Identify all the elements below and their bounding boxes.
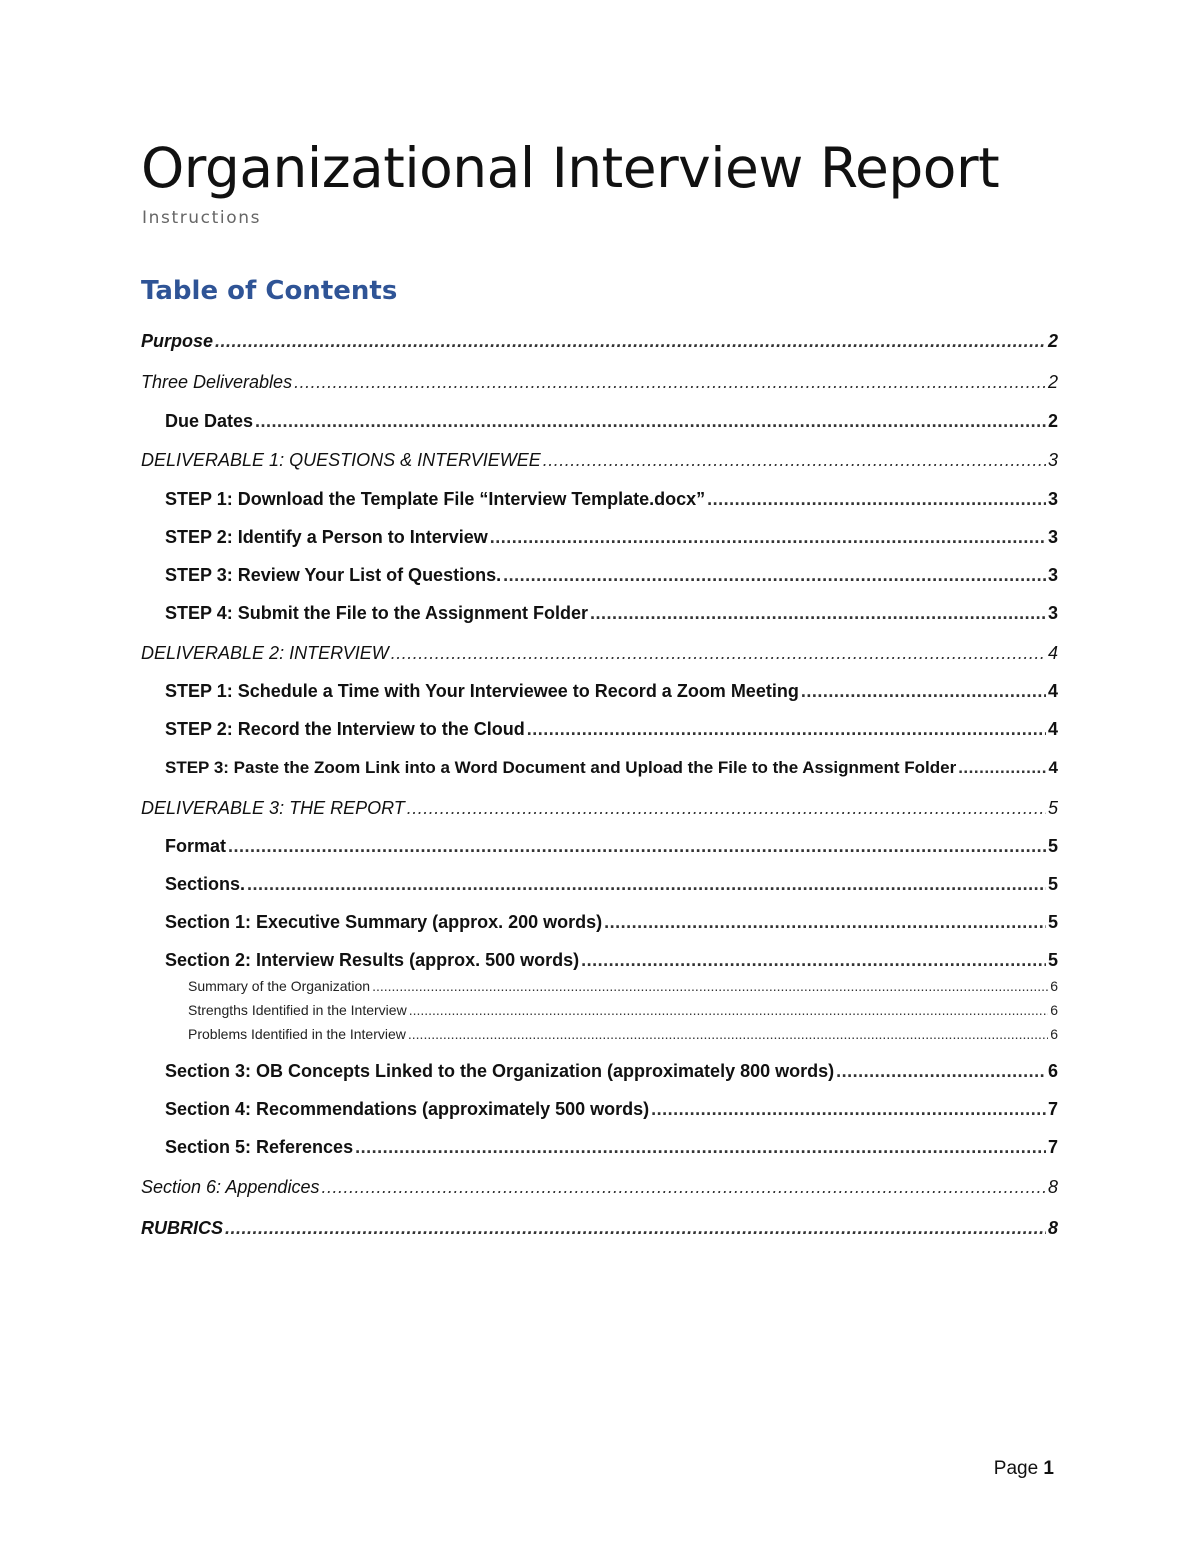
toc-entry-label: DELIVERABLE 1: QUESTIONS & INTERVIEWEE bbox=[141, 450, 541, 470]
toc-leader bbox=[391, 643, 1046, 664]
toc-entry-three-deliverables[interactable] bbox=[141, 372, 1058, 393]
toc-entry-d2-step-1[interactable] bbox=[165, 681, 1058, 702]
toc-leader bbox=[651, 1099, 1046, 1120]
toc-entry-rubrics[interactable] bbox=[141, 1218, 1058, 1239]
toc-entry-label: Problems Identified in the Interview bbox=[188, 1026, 406, 1042]
toc-entry-d1-step-2[interactable] bbox=[165, 527, 1058, 548]
page-label: Page bbox=[993, 1458, 1039, 1479]
toc-entry-d2-step-2[interactable] bbox=[165, 719, 1058, 740]
toc-entry-page: 5 bbox=[1047, 874, 1058, 894]
toc-entry-page: 4 bbox=[1047, 719, 1058, 739]
toc-entry-section-1[interactable] bbox=[165, 912, 1058, 933]
page-footer bbox=[994, 1458, 1054, 1480]
toc-entry-page: 6 bbox=[1050, 1026, 1058, 1042]
toc-entry-label: STEP 3: Review Your List of Questions. bbox=[165, 565, 502, 585]
toc-entry-d1-step-3[interactable] bbox=[165, 565, 1058, 586]
toc-entry-label: Purpose bbox=[141, 331, 214, 351]
toc-entry-deliverable-2[interactable] bbox=[141, 643, 1058, 664]
toc-entry-page: 6 bbox=[1050, 1002, 1058, 1018]
document-title: Organizational Interview Report bbox=[141, 136, 1000, 200]
toc-entry-page: 7 bbox=[1047, 1137, 1058, 1157]
document-subtitle: Instructions bbox=[142, 208, 262, 228]
toc-leader bbox=[355, 1137, 1046, 1158]
toc-entry-label: Section 4: Recommendations (approximately 500 words) bbox=[165, 1099, 650, 1119]
toc-entry-label: DELIVERABLE 3: THE REPORT bbox=[141, 798, 405, 818]
toc-leader bbox=[321, 1177, 1046, 1198]
toc-entry-label: STEP 3: Paste the Zoom Link into a Word Document and Upload the File to the Assignment Folder bbox=[165, 758, 957, 777]
toc-entry-page: 3 bbox=[1047, 489, 1058, 509]
toc-entry-page: 3 bbox=[1047, 565, 1058, 585]
toc-entry-page: 6 bbox=[1047, 1061, 1058, 1081]
toc-leader bbox=[801, 681, 1046, 702]
toc-entry-page: 6 bbox=[1050, 978, 1058, 994]
toc-entry-format[interactable] bbox=[165, 836, 1058, 857]
toc-entry-label: STEP 1: Download the Template File “Interview Template.docx” bbox=[165, 489, 706, 509]
toc-entry-page: 5 bbox=[1047, 912, 1058, 932]
toc-entry-label: DELIVERABLE 2: INTERVIEW bbox=[141, 643, 389, 663]
toc-entry-label: STEP 1: Schedule a Time with Your Interviewee to Record a Zoom Meeting bbox=[165, 681, 799, 701]
toc-entry-label: Sections. bbox=[165, 874, 246, 894]
toc-leader bbox=[372, 978, 1048, 994]
toc-leader bbox=[836, 1061, 1046, 1082]
toc-leader bbox=[490, 527, 1046, 548]
toc-entry-problems[interactable] bbox=[188, 1026, 1058, 1042]
toc-entry-d1-step-1[interactable] bbox=[165, 489, 1058, 510]
toc-leader bbox=[294, 372, 1046, 393]
toc-entry-section-3[interactable] bbox=[165, 1061, 1058, 1082]
toc-entry-label: Section 3: OB Concepts Linked to the Organization (approximately 800 words) bbox=[165, 1061, 835, 1081]
toc-entry-page: 5 bbox=[1047, 950, 1058, 970]
toc-leader bbox=[581, 950, 1046, 971]
toc-entry-label: Section 2: Interview Results (approx. 500 words) bbox=[165, 950, 580, 970]
toc-entry-page: 8 bbox=[1047, 1177, 1058, 1197]
toc-entry-sections[interactable] bbox=[165, 874, 1058, 895]
toc-entry-section-5[interactable] bbox=[165, 1137, 1058, 1158]
toc-entry-label: Format bbox=[165, 836, 227, 856]
toc-leader bbox=[503, 565, 1046, 586]
toc-entry-page: 7 bbox=[1047, 1099, 1058, 1119]
toc-entry-label: Three Deliverables bbox=[141, 372, 293, 392]
toc-entry-page: 3 bbox=[1047, 603, 1058, 623]
toc-entry-due-dates[interactable] bbox=[165, 411, 1058, 432]
toc-leader bbox=[225, 1218, 1046, 1239]
toc-entry-page: 5 bbox=[1047, 836, 1058, 856]
toc-leader bbox=[409, 1002, 1049, 1018]
toc-entry-page: 2 bbox=[1047, 372, 1058, 392]
toc-leader bbox=[407, 798, 1046, 819]
toc-entry-d1-step-4[interactable] bbox=[165, 603, 1058, 624]
toc-entry-page: 8 bbox=[1047, 1218, 1058, 1238]
toc-entry-section-6[interactable] bbox=[141, 1177, 1058, 1198]
toc-leader bbox=[255, 411, 1046, 432]
page-number: 1 bbox=[1043, 1458, 1054, 1479]
toc-entry-strengths[interactable] bbox=[188, 1002, 1058, 1018]
toc-entry-label: Section 5: References bbox=[165, 1137, 354, 1157]
toc-entry-page: 2 bbox=[1047, 331, 1058, 351]
toc-entry-label: STEP 2: Identify a Person to Interview bbox=[165, 527, 488, 547]
toc-entry-section-2[interactable] bbox=[165, 950, 1058, 971]
toc-leader bbox=[590, 603, 1046, 624]
toc-entry-purpose[interactable] bbox=[141, 331, 1058, 352]
toc-leader bbox=[247, 874, 1046, 895]
toc-entry-summary-of-organization[interactable] bbox=[188, 978, 1058, 994]
toc-entry-page: 4 bbox=[1047, 681, 1058, 701]
toc-entry-label: Strengths Identified in the Interview bbox=[188, 1002, 407, 1018]
toc-entry-label: Section 1: Executive Summary (approx. 200 words) bbox=[165, 912, 603, 932]
toc-entry-label: STEP 4: Submit the File to the Assignment Folder bbox=[165, 603, 589, 623]
toc-heading: Table of Contents bbox=[141, 276, 398, 306]
toc-entry-label: Due Dates bbox=[165, 411, 254, 431]
toc-leader bbox=[604, 912, 1046, 933]
toc-leader bbox=[228, 836, 1046, 857]
toc-entry-section-4[interactable] bbox=[165, 1099, 1058, 1120]
toc-entry-label: Summary of the Organization bbox=[188, 978, 371, 994]
toc-entry-page: 3 bbox=[1047, 527, 1058, 547]
toc-entry-page: 5 bbox=[1047, 798, 1058, 818]
toc-entry-label: Section 6: Appendices bbox=[141, 1177, 320, 1197]
toc-entry-deliverable-3[interactable] bbox=[141, 798, 1058, 819]
toc-entry-label: RUBRICS bbox=[141, 1218, 224, 1238]
toc-leader bbox=[958, 758, 1046, 778]
toc-entry-d2-step-3[interactable] bbox=[165, 758, 1058, 778]
toc-leader bbox=[543, 450, 1046, 471]
toc-leader bbox=[215, 331, 1046, 352]
toc-entry-page: 3 bbox=[1047, 450, 1058, 470]
toc-entry-page: 4 bbox=[1047, 643, 1058, 663]
toc-entry-label: STEP 2: Record the Interview to the Cloud bbox=[165, 719, 525, 739]
toc-leader bbox=[408, 1026, 1048, 1042]
toc-leader bbox=[527, 719, 1046, 740]
toc-entry-page: 2 bbox=[1047, 411, 1058, 431]
toc-leader bbox=[707, 489, 1046, 510]
toc-entry-deliverable-1[interactable] bbox=[141, 450, 1058, 471]
toc-entry-page: 4 bbox=[1048, 758, 1058, 777]
